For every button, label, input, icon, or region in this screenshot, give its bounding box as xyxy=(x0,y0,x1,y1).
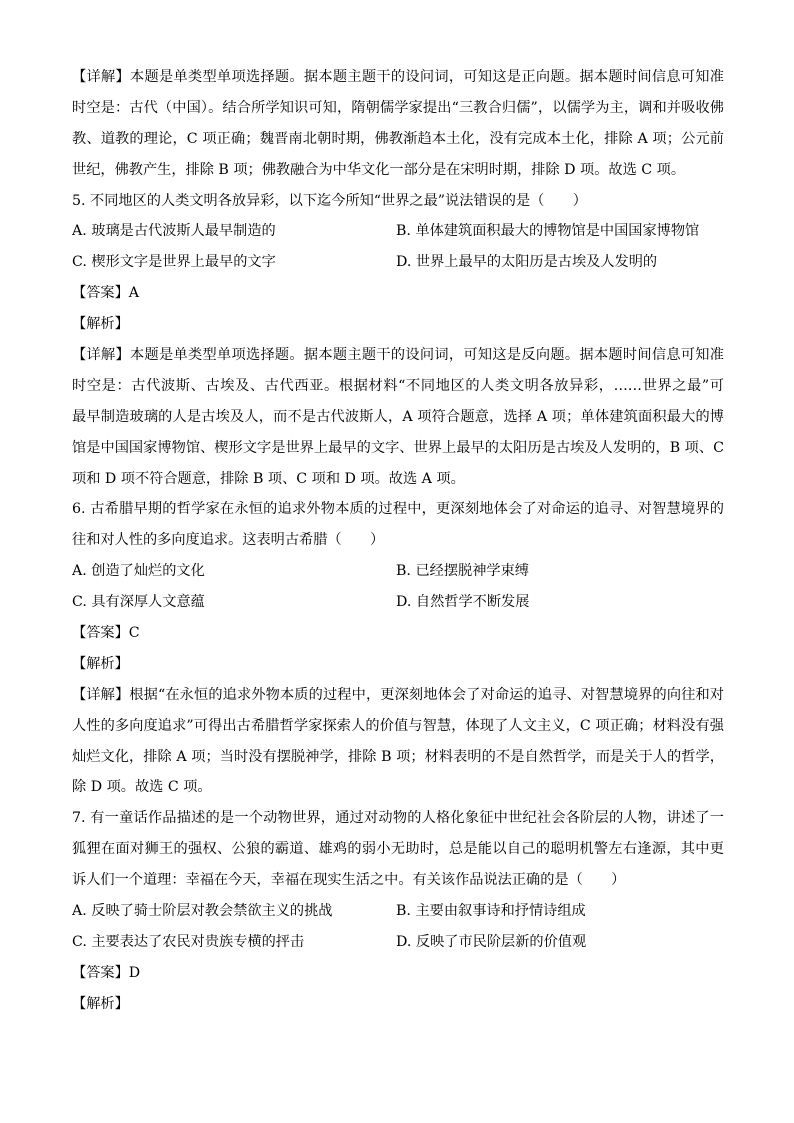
q5-analysis-line: 最早制造玻璃的人是古埃及人，而不是古代波斯人，A 项符合题意，选择 A 项；单体建筑面积最大的博 xyxy=(72,408,724,425)
q5-option-d: D. 世界上最早的太阳历是古埃及人发明的 xyxy=(396,254,658,271)
q5-option-b: B. 单体建筑面积最大的博物馆是中国国家博物馆 xyxy=(396,223,700,240)
q4-analysis-line: 时空是：古代（中国）。结合所学知识可知，隋朝儒学家提出“三教合归儒”，以儒学为主，调和并吸收佛 xyxy=(72,99,724,116)
q5-answer: 【答案】A xyxy=(72,285,139,302)
q6-analysis-line: 【详解】根据“在永恒的追求外物本质的过程中，更深刻地体会了对命运的追寻、对智慧境界的向往和对 xyxy=(72,686,724,703)
q5-options-row-1 xyxy=(72,216,724,247)
q6-analysis-label: 【解析】 xyxy=(72,655,129,672)
q6-option-b: B. 已经摆脱神学束缚 xyxy=(396,563,529,580)
q6-option-a: A. 创造了灿烂的文化 xyxy=(72,563,205,580)
q7-answer: 【答案】D xyxy=(72,964,141,981)
q5-option-a: A. 玻璃是古代波斯人最早制造的 xyxy=(72,223,276,240)
q6-answer: 【答案】C xyxy=(72,625,140,642)
q7-option-b: B. 主要由叙事诗和抒情诗组成 xyxy=(396,903,586,920)
page-content xyxy=(72,62,724,1020)
q4-analysis-line: 教、道教的理论，C 项正确；魏晋南北朝时期，佛教渐趋本土化，没有完成本土化，排除 A 项；公元前 xyxy=(72,130,724,147)
q6-analysis-line: 灿烂文化，排除 A 项；当时没有摆脱神学，排除 B 项；材料表明的不是自然哲学，而是关于人的哲学， xyxy=(72,748,724,765)
q7-options-row-1 xyxy=(72,896,724,927)
q5-analysis-line: 【详解】本题是单类型单项选择题。据本题主题干的设问词，可知这是反向题。据本题时间信息可知准 xyxy=(72,347,724,364)
q6-options-row-1 xyxy=(72,556,724,587)
question-5 xyxy=(72,186,724,495)
q7-option-d: D. 反映了市民阶层新的价值观 xyxy=(396,933,587,950)
question-7 xyxy=(72,803,724,1019)
q7-stem-line: 诉人们一个道理：幸福在今天，幸福在现实生活之中。有关该作品说法正确的是（ ） xyxy=(72,872,626,889)
q5-option-c: C. 楔形文字是世界上最早的文字 xyxy=(72,254,276,271)
q7-option-a: A. 反映了骑士阶层对教会禁欲主义的挑战 xyxy=(72,903,333,920)
q6-options-row-2 xyxy=(72,587,724,618)
q6-analysis-line: 人性的多向度追求”可得出古希腊哲学家探索人的价值与智慧，体现了人文主义，C 项正确；材料没有强 xyxy=(72,717,724,734)
q4-analysis-line: 世纪，佛教产生，排除 B 项；佛教融合为中华文化一部分是在宋明时期，排除 D 项。故选 C 项。 xyxy=(72,161,686,178)
q6-option-c: C. 具有深厚人文意蕴 xyxy=(72,594,205,611)
q4-analysis xyxy=(72,62,724,186)
question-6 xyxy=(72,494,724,803)
q7-option-c: C. 主要表达了农民对贵族专横的抨击 xyxy=(72,933,305,950)
q6-stem-line: 往和对人性的多向度追求。这表明古希腊（ ） xyxy=(72,532,385,549)
q7-stem-line: 7. 有一童话作品描述的是一个动物世界，通过对动物的人格化象征中世纪社会各阶层的人物，讲述了一 xyxy=(72,810,724,827)
q5-analysis-label: 【解析】 xyxy=(72,316,129,333)
q5-stem: 5. 不同地区的人类文明各放异彩，以下迄今所知“世界之最”说法错误的是（ ） xyxy=(72,192,587,209)
q6-stem-line: 6. 古希腊早期的哲学家在永恒的追求外物本质的过程中，更深刻地体会了对命运的追寻、对智慧境界的 xyxy=(72,501,724,518)
q4-analysis-line: 【详解】本题是单类型单项选择题。据本题主题干的设问词，可知这是正向题。据本题时间信息可知准 xyxy=(72,69,724,85)
q5-analysis-line: 项和 D 项不符合题意，排除 B 项、C 项和 D 项。故选 A 项。 xyxy=(72,470,465,487)
q5-analysis-line: 馆是中国国家博物馆、楔形文字是世界上最早的文字、世界上最早的太阳历是古埃及人发明的，B 项、C xyxy=(72,439,724,456)
q6-option-d: D. 自然哲学不断发展 xyxy=(396,594,530,611)
q7-stem-line: 狐狸在面对狮王的强权、公狼的霸道、雄鸡的弱小无助时，总是能以自己的聪明机警左右逢源，其中更 xyxy=(72,841,724,858)
q6-analysis-line: 除 D 项。故选 C 项。 xyxy=(72,779,212,796)
q7-options-row-2 xyxy=(72,927,724,958)
q5-analysis-line: 时空是：古代波斯、古埃及、古代西亚。根据材料“不同地区的人类文明各放异彩，……世界之最”可 xyxy=(72,377,724,394)
q7-analysis-label: 【解析】 xyxy=(72,995,129,1012)
q5-options-row-2 xyxy=(72,247,724,278)
